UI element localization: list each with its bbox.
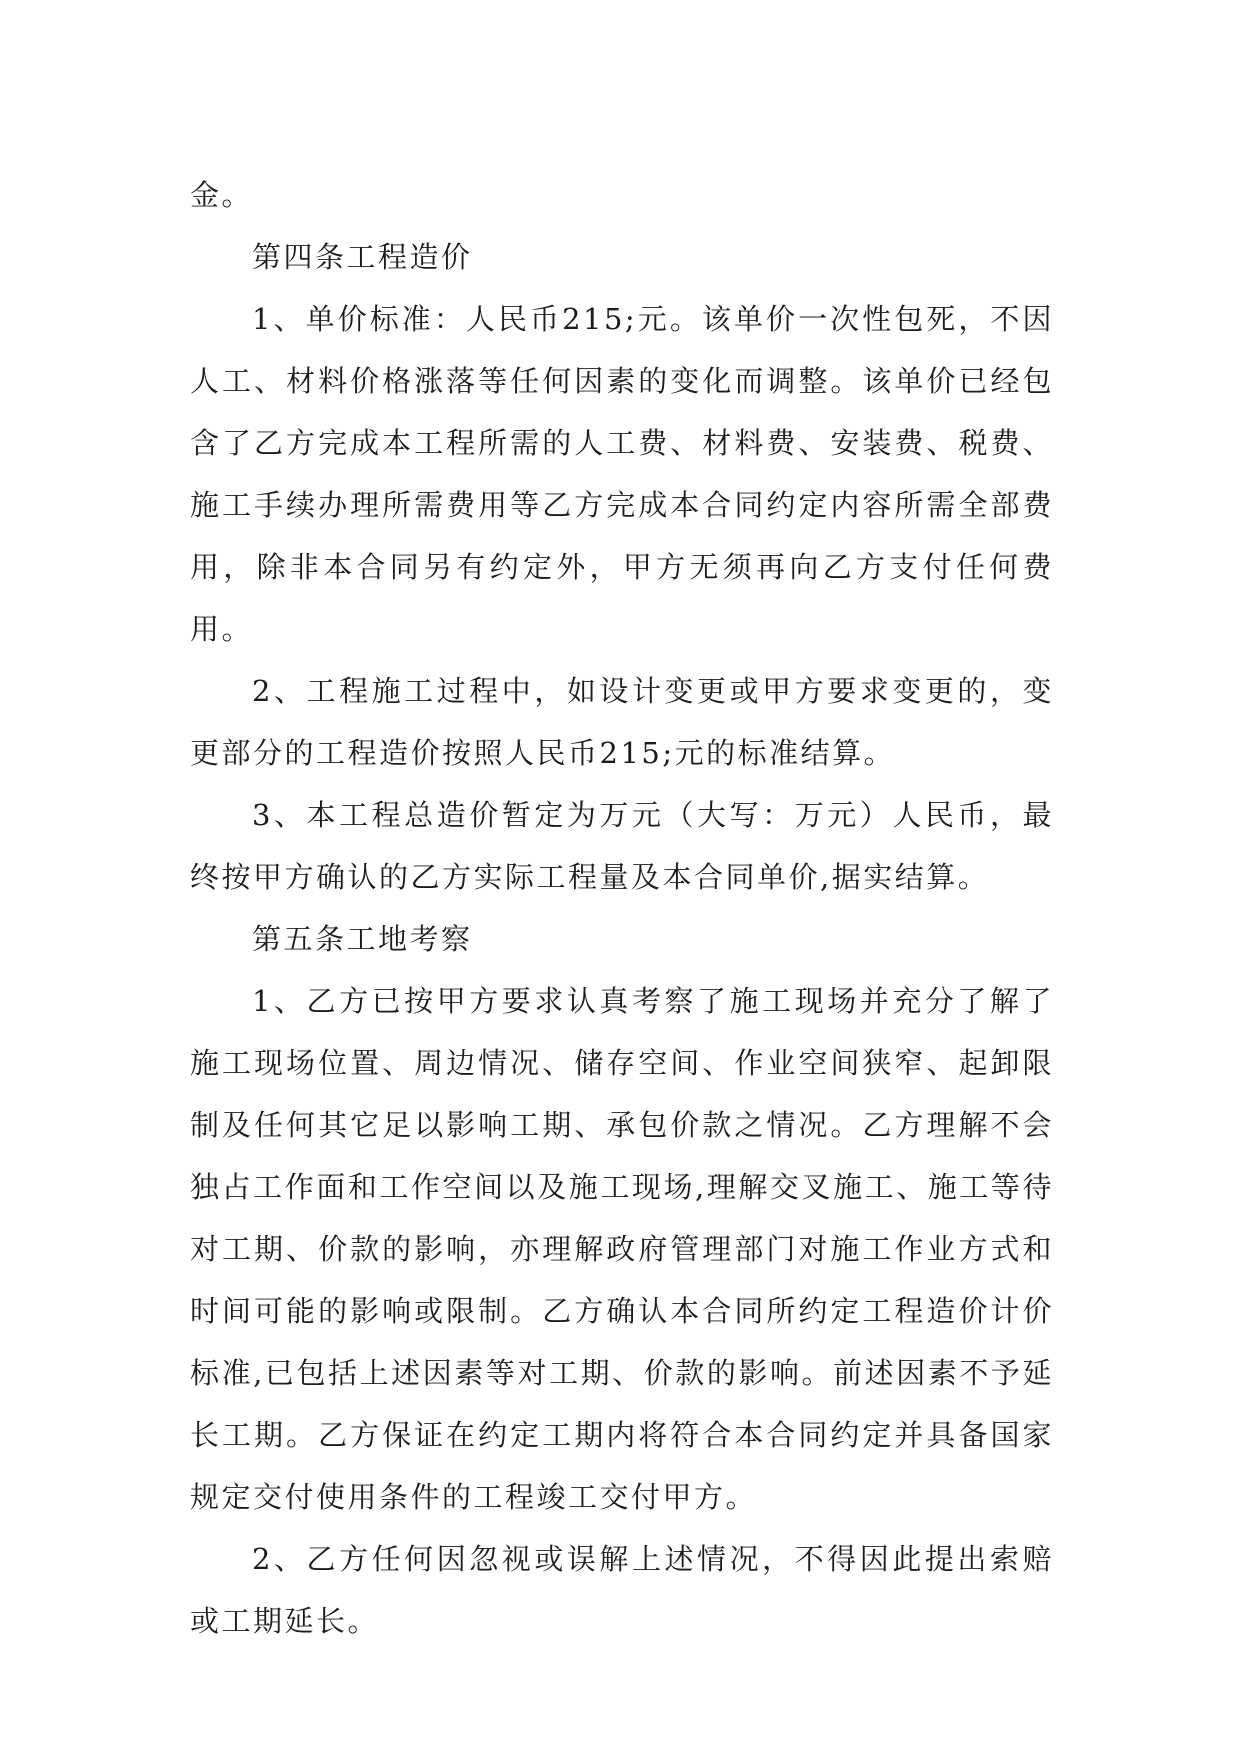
section-4-heading: 第四条工程造价 bbox=[252, 240, 473, 274]
section-4-item-1: 1、单价标准：人民币215;元。该单价一次性包死，不因人工、材料价格涨落等任何因素的变化而调整。该单价已经包含了乙方完成本工程所需的人工费、材料费、安装费、税费、施工手续办理所需费用等乙方完成本合同约定内容所需全部费用，除非本合同另有约定外，甲方无须再向乙方支付任何费用。 bbox=[190, 302, 1054, 646]
section-5-heading: 第五条工地考察 bbox=[252, 922, 473, 956]
continuation-text: 金。 bbox=[190, 178, 254, 212]
section-5-item-2: 2、乙方任何因忽视或误解上述情况，不得因此提出索赔或工期延长。 bbox=[190, 1542, 1054, 1638]
section-4-item-2: 2、工程施工过程中，如设计变更或甲方要求变更的，变更部分的工程造价按照人民币215;元的标准结算。 bbox=[190, 674, 1054, 770]
document-body bbox=[190, 164, 1054, 1652]
section-4-item-3: 3、本工程总造价暂定为万元（大写：万元）人民币，最终按甲方确认的乙方实际工程量及本合同单价,据实结算。 bbox=[190, 798, 1054, 894]
section-5-item-1: 1、乙方已按甲方要求认真考察了施工现场并充分了解了施工现场位置、周边情况、储存空间、作业空间狭窄、起卸限制及任何其它足以影响工期、承包价款之情况。乙方理解不会独占工作面和工作空间以及施工现场,理解交叉施工、施工等待对工期、价款的影响，亦理解政府管理部门对施工作业方式和时间可能的影响或限制。乙方确认本合同所约定工程造价计价标准,已包括上述因素等对工期、价款的影响。前述因素不予延长工期。乙方保证在约定工期内将符合本合同约定并具备国家规定交付使用条件的工程竣工交付甲方。 bbox=[190, 984, 1054, 1514]
